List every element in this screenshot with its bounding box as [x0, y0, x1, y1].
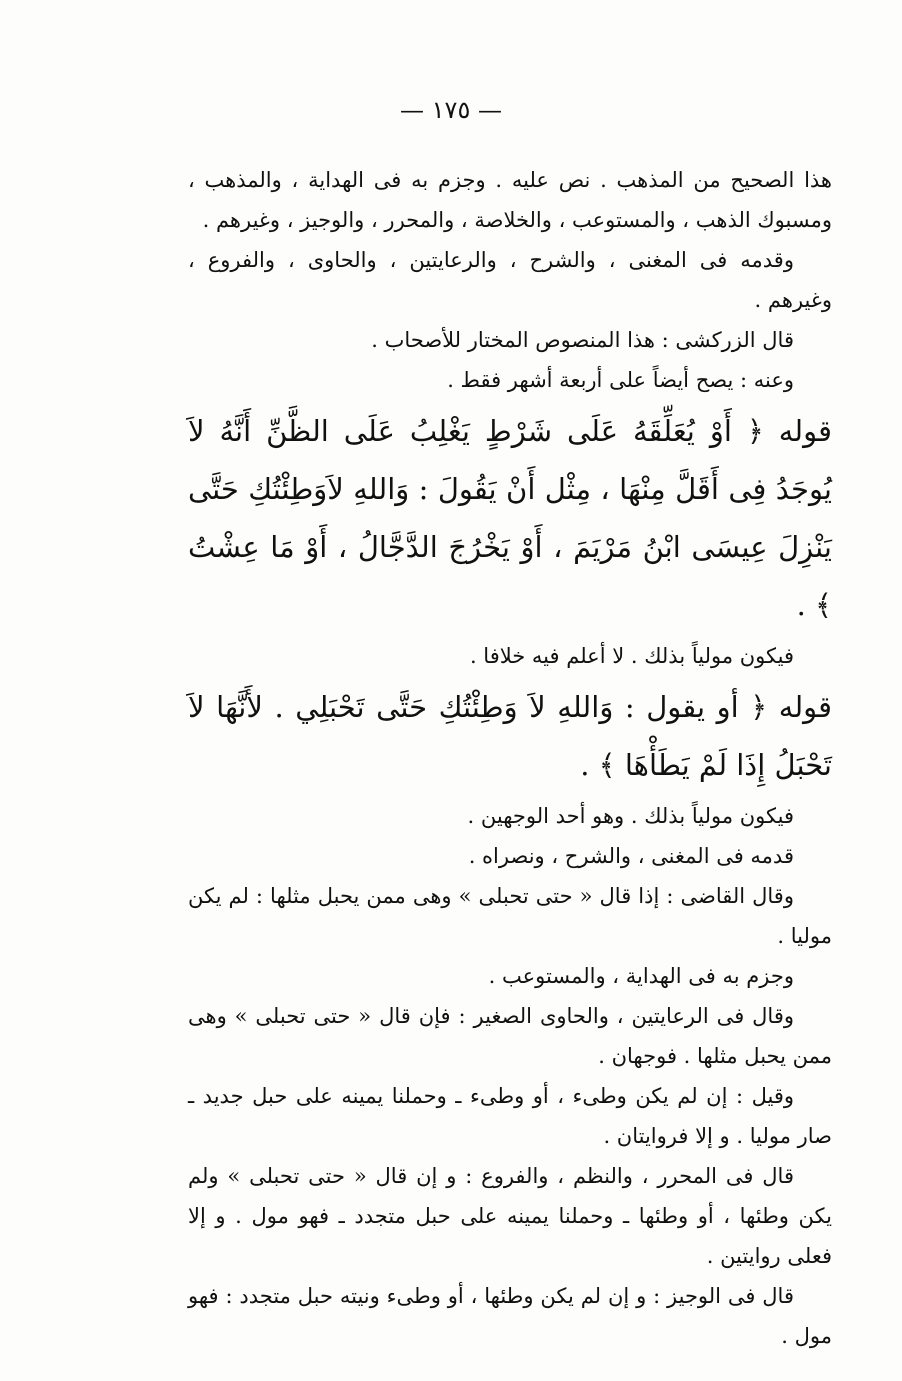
paragraph: وعنه : يصح أيضاً على أربعة أشهر فقط .	[447, 368, 794, 392]
paragraph: قال فى المحرر ، والنظم ، والفروع : و إن قال « حتى تحبلى » ولم يكن وطئها ، أو وطئها ـ وحملنا يمينه على حبل متجدد ـ فهو مول . و إلا فعلى روايتين .	[188, 1164, 832, 1268]
page-number: — ١٧٥ —	[400, 96, 502, 124]
paragraph: وقدمه فى المغنى ، والشرح ، والرعايتين ، والحاوى ، والفروع ، وغيرهم .	[188, 248, 832, 312]
paragraph: وجزم به فى الهداية ، والمستوعب .	[488, 964, 794, 988]
paragraph: فيكون مولياً بذلك . وهو أحد الوجهين .	[467, 804, 794, 828]
paragraph: وقيل : إن لم يكن وطىء ، أو وطىء ـ وحملنا يمينه على حبل جديد ـ صار موليا . و إلا فروايتان .	[188, 1084, 832, 1148]
page-body	[188, 160, 832, 1356]
paragraph: وقال القاضى : إذا قال « حتى تحبلى » وهى ممن يحبل مثلها : لم يكن موليا .	[188, 884, 832, 948]
paragraph: فيكون مولياً بذلك . لا أعلم فيه خلافا .	[469, 644, 794, 668]
paragraph: قال فى الوجيز : و إن لم يكن وطئها ، أو وطىء ونيته حبل متجدد : فهو مول .	[188, 1284, 832, 1348]
paragraph: وقال فى الرعايتين ، والحاوى الصغير : فإن قال « حتى تحبلى » وهى ممن يحبل مثلها . فوجهان .	[188, 1004, 832, 1068]
paragraph: قال الزركشى : هذا المنصوص المختار للأصحاب .	[371, 328, 794, 352]
paragraph: هذا الصحيح من المذهب . نص عليه . وجزم به فى الهداية ، والمذهب ، ومسبوك الذهب ، والمستوعب ، والخلاصة ، والمحرر ، والوجيز ، وغيرهم .	[188, 168, 832, 232]
paragraph: قدمه فى المغنى ، والشرح ، ونصراه .	[468, 844, 794, 868]
quoted-text-paragraph: قوله ﴿ أَوْ يُعَلِّقَهُ عَلَى شَرْطٍ يَغْلِبُ عَلَى الظَّنِّ أَنَّهُ لاَ يُوجَدُ فِى أَقَلَّ مِنْهَا ، مِثْل أَنْ يَقُولَ : وَاللهِ لاَوَطِئْتُكِ حَتَّى يَنْزِلَ عِيسَى ابْنُ مَرْيَمَ ، أَوْ يَخْرُجَ الدَّجَّالُ ، أَوْ مَا عِشْتُ ﴾ .	[188, 414, 832, 622]
quoted-text-paragraph: قوله ﴿ أو يقول : وَاللهِ لاَ وَطِئْتُكِ حَتَّى تَحْبَلِي . لأَنَّهَا لاَ تَحْبَلُ إِذَا لَمْ يَطَأْهَا ﴾ .	[188, 690, 832, 782]
